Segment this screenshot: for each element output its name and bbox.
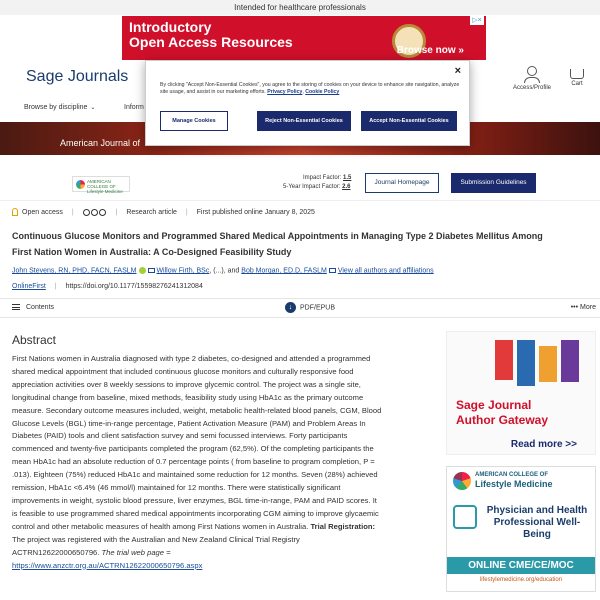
email-icon[interactable] bbox=[329, 268, 336, 273]
manage-cookies-button[interactable]: Manage Cookies bbox=[160, 111, 228, 131]
contents-button[interactable] bbox=[12, 304, 54, 311]
ad-choices-icon[interactable]: ▷× bbox=[470, 16, 484, 25]
trial-registration-text: The project was registered with the Australian and New Zealand Clinical Trial Registry ACTRN12622000650796. bbox=[12, 534, 300, 557]
nav-information[interactable] bbox=[124, 104, 144, 111]
cookie-policy-link[interactable]: Cookie Policy bbox=[305, 89, 340, 95]
account-button[interactable] bbox=[510, 66, 554, 91]
view-all-authors-link[interactable]: View all authors and affiliations bbox=[337, 267, 434, 275]
pdf-label: PDF/EPUB bbox=[300, 304, 336, 312]
journal-homepage-button[interactable]: Journal Homepage bbox=[365, 173, 439, 193]
doi-link[interactable]: https://doi.org/10.1177/15598276241312084 bbox=[65, 283, 203, 290]
chevron-down-icon: ⌄ bbox=[90, 105, 96, 111]
five-year-label: 5-Year Impact Factor: bbox=[283, 184, 341, 190]
submission-guidelines-button[interactable]: Submission Guidelines bbox=[451, 173, 536, 193]
onlinefirst-link[interactable]: OnlineFirst bbox=[12, 283, 46, 290]
author-link[interactable]: John Stevens, RN, PHD, FACN, FASLM bbox=[12, 267, 137, 275]
privacy-policy-link[interactable]: Privacy Policy bbox=[267, 89, 303, 95]
more-dots-icon: ••• bbox=[570, 304, 579, 311]
abstract-text: First Nations women in Australia diagnosed with type 2 diabetes, co-designed and attended a programmed shared medical appointment that included continuous glucose monitors and culturally responsive food appreciation activities over 8 weekly sessions to improve glycemic control. The project was a single site, longitudinal change from baseline, mixed methods, feasibility study using HbA1c as the primary outcome measure. Secondary outcome measures included, weight, metabolic health-related blood panels, CGM, Blood Glucose Levels (BGL) time-in-range percentage, Patient Activation Measure (PAM) and Problem Areas In Diabetes (PAID) tools and client satisfaction survey and semi focussed interviews. Forty participants commenced and twenty-five participants completed the program (62,5%). Of the completing participants the mean HbA1c had an absolute reduction of 0.7 percentage points ( from baseline to program completion, P = .013). Eighteen (75%) reduced HbA1c and maintained some reduction for 12 months. Seven (28%) achieved remission, HbA1c <6.4% (46 mmol/l) maintained for 12 months. There were statistically significant improvements in weight, systolic blood pressure, liver enzymes, BGL time-in-range, PAM and PAID scores. It is feasible to use programmed shared medical appointments incorporating CGM aiming to improve glycaemic control and other metabolic measures of health among First Nations women in Australia. bbox=[12, 354, 382, 531]
orcid-icon[interactable] bbox=[139, 267, 146, 274]
ad-aclm-headline: Physician and Health Professional Well-Being bbox=[486, 505, 588, 540]
menu-icon bbox=[12, 304, 20, 310]
author-link[interactable]: Bob Morgan, ED.D, FASLM bbox=[241, 267, 327, 275]
ad-gateway-line-2: Author Gateway bbox=[456, 413, 549, 427]
aclm-wheel-icon bbox=[453, 472, 471, 490]
cookie-consent-dialog bbox=[145, 60, 470, 146]
impact-factor-value[interactable]: 1.5 bbox=[343, 175, 352, 181]
download-icon: ↓ bbox=[285, 302, 296, 313]
close-icon[interactable]: × bbox=[454, 65, 461, 77]
accept-cookies-button[interactable]: Accept Non-Essential Cookies bbox=[361, 111, 457, 131]
article-meta bbox=[12, 208, 315, 216]
author-separator: , (...), and bbox=[209, 267, 240, 275]
impact-factor-label: Impact Factor: bbox=[303, 175, 342, 181]
divider: | bbox=[54, 283, 57, 290]
ad-gateway-line-1: Sage Journal bbox=[456, 398, 532, 412]
aclm-wheel-icon bbox=[76, 180, 85, 189]
divider: | bbox=[185, 208, 188, 216]
user-icon-body bbox=[524, 77, 540, 83]
ad-gateway-title bbox=[456, 398, 548, 428]
author-list bbox=[12, 267, 434, 274]
more-label: More bbox=[580, 304, 596, 311]
abstract-body bbox=[12, 353, 384, 572]
published-date: First published online January 8, 2025 bbox=[196, 208, 315, 216]
journal-cover-icon bbox=[517, 340, 535, 386]
nav-information-label: Inform bbox=[124, 104, 144, 111]
email-icon[interactable] bbox=[148, 268, 155, 273]
ad-aclm-org-big: Lifestyle Medicine bbox=[475, 479, 553, 489]
divider: | bbox=[71, 208, 74, 216]
article-title: Continuous Glucose Monitors and Programmed Shared Medical Appointments in Managing Type 2 Diabetes Mellitus Among First Nation Women in Australia: A Co-Designed Feasibility Study bbox=[12, 231, 543, 257]
divider: | bbox=[115, 208, 118, 216]
nav-browse-label: Browse by discipline bbox=[24, 104, 88, 111]
article-toolbar bbox=[0, 298, 600, 318]
cookie-message: By clicking "Accept Non-Essential Cookies", you agree to the storing of cookies on your device to enhance site navigation, analyze site usage, and assist in our marketing efforts. Privacy Policy, Cookie Policy bbox=[160, 82, 460, 95]
user-icon bbox=[527, 66, 537, 76]
ad-aclm-wellbeing[interactable] bbox=[446, 466, 596, 592]
pdf-epub-button[interactable] bbox=[285, 302, 335, 313]
ad-aclm-cme: ONLINE CME/CE/MOC bbox=[447, 557, 595, 574]
account-label: Access/Profile bbox=[512, 85, 551, 91]
aclm-logo[interactable] bbox=[72, 176, 130, 192]
journal-cover-icon bbox=[495, 340, 513, 380]
journal-title[interactable]: American Journal of bbox=[60, 138, 141, 148]
heart-monitor-icon bbox=[453, 505, 477, 529]
logo-journals: Journals bbox=[67, 68, 129, 85]
open-access-label: Open access bbox=[22, 208, 63, 216]
ad-browse-now-link[interactable]: Browse now » bbox=[396, 45, 464, 56]
contents-label: Contents bbox=[26, 304, 55, 311]
nav-browse-discipline[interactable] bbox=[24, 104, 95, 111]
more-button[interactable] bbox=[571, 304, 596, 311]
ad-line-2: Open Access Resources bbox=[129, 34, 293, 50]
open-access-icon bbox=[12, 208, 18, 216]
trial-url-link[interactable]: https://www.anzctr.org.au/ACTRN12622000650796.aspx bbox=[12, 560, 203, 570]
five-year-value[interactable]: 2.6 bbox=[342, 184, 351, 190]
by-icon[interactable] bbox=[91, 209, 98, 216]
cookie-message-text: By clicking "Accept Non-Essential Cookies", you agree to the storing of cookies on your device to enhance site navigation, analyze site usage, and assist in our marketing efforts. bbox=[160, 82, 460, 95]
sage-journals-logo[interactable] bbox=[26, 68, 128, 86]
ad-aclm-url[interactable]: lifestylemedicine.org/education bbox=[479, 577, 563, 583]
trial-page-label: The trial web page = bbox=[101, 547, 171, 557]
cart-icon bbox=[570, 69, 584, 79]
cc-icon[interactable] bbox=[83, 209, 90, 216]
abstract-heading: Abstract bbox=[12, 333, 57, 347]
author-link[interactable]: Willow Firth, BSc bbox=[156, 267, 210, 275]
hcp-notice-bar bbox=[0, 0, 600, 15]
journal-cover-icon bbox=[561, 340, 579, 382]
impact-factor bbox=[303, 175, 351, 181]
cart-button[interactable] bbox=[565, 66, 589, 87]
ad-author-gateway[interactable] bbox=[446, 331, 596, 455]
nc-icon[interactable] bbox=[99, 209, 106, 216]
trial-registration-label: Trial Registration: bbox=[310, 521, 375, 531]
doi-row bbox=[12, 283, 203, 290]
ad-aclm-org-small: AMERICAN COLLEGE OF bbox=[475, 472, 548, 478]
ad-gateway-read-more[interactable]: Read more >> bbox=[510, 439, 577, 450]
cart-label: Cart bbox=[571, 81, 583, 87]
journal-cover-icon bbox=[539, 346, 557, 382]
aclm-logo-text: AMERICAN COLLEGE OF Lifestyle Medicine bbox=[87, 179, 123, 194]
ad-line-1: Introductory bbox=[129, 19, 212, 35]
logo-sage: Sage bbox=[26, 68, 64, 85]
hcp-notice: Intended for healthcare professionals bbox=[234, 3, 366, 12]
article-type: Research article bbox=[126, 208, 177, 216]
ad-banner-open-access[interactable] bbox=[122, 16, 486, 60]
five-year-impact-factor bbox=[283, 184, 350, 190]
reject-cookies-button[interactable]: Reject Non-Essential Cookies bbox=[257, 111, 351, 131]
